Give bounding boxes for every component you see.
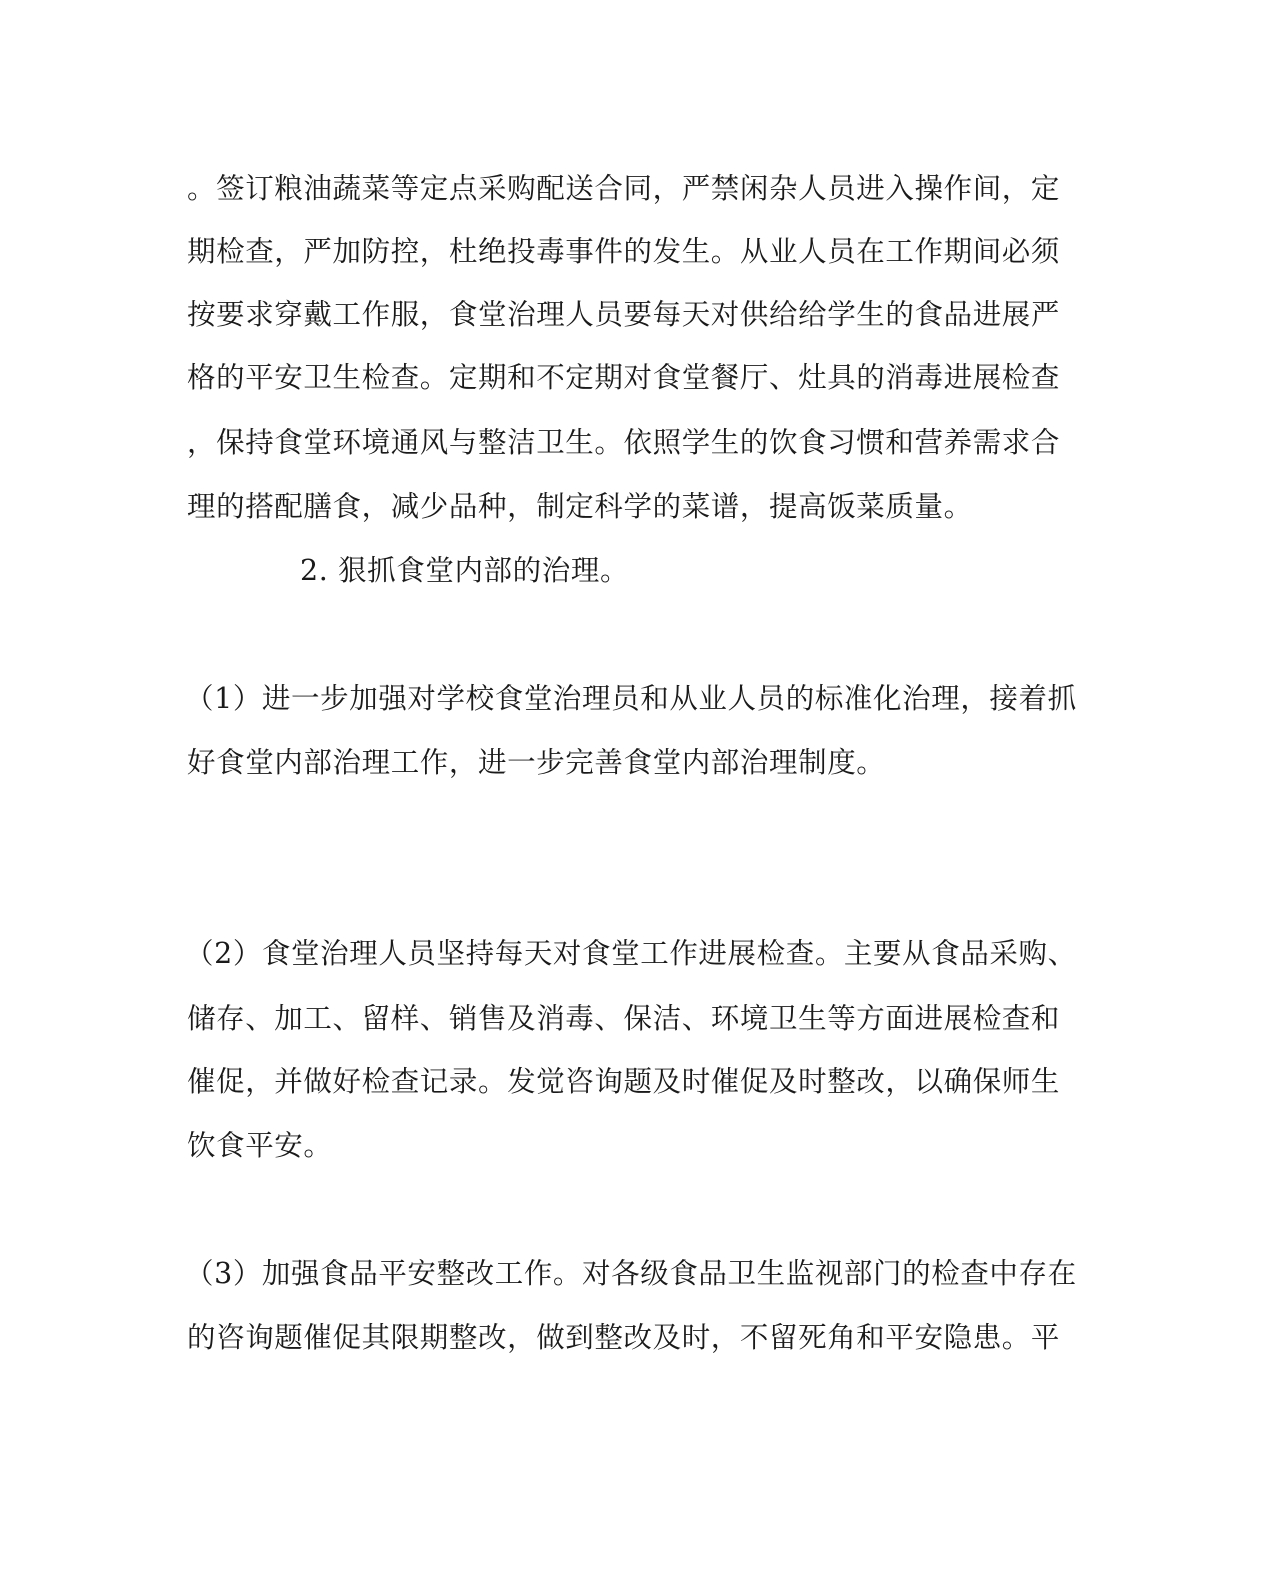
item-2-line-2: 储存、加工、留样、销售及消毒、保洁、环境卫生等方面进展检查和	[187, 1002, 1061, 1035]
text-line-5: ，保持食堂环境通风与整洁卫生。依照学生的饮食习惯和营养需求合	[187, 426, 1061, 459]
item-3-line-2: 的咨询题催促其限期整改，做到整改及时，不留死角和平安隐患。平	[187, 1321, 1061, 1354]
text-line-4: 格的平安卫生检查。定期和不定期对食堂餐厅、灶具的消毒进展检查	[187, 361, 1061, 394]
item-1-line-2: 好食堂内部治理工作，进一步完善食堂内部治理制度。	[187, 746, 886, 779]
item-2-line-4: 饮食平安。	[187, 1129, 333, 1162]
item-3-line-1: （3）加强食品平安整改工作。对各级食品卫生监视部门的检查中存在	[185, 1257, 1077, 1290]
item-2-line-1: （2）食堂治理人员坚持每天对食堂工作进展检查。主要从食品采购、	[185, 937, 1077, 970]
text-line-1: 。签订粮油蔬菜等定点采购配送合同，严禁闲杂人员进入操作间，定	[187, 172, 1061, 205]
section-heading-2: 2. 狠抓食堂内部的治理。	[300, 554, 630, 587]
item-1-line-1: （1）进一步加强对学校食堂治理员和从业人员的标准化治理，接着抓	[185, 682, 1077, 715]
text-line-2: 期检查，严加防控，杜绝投毒事件的发生。从业人员在工作期间必须	[187, 235, 1061, 268]
item-2-line-3: 催促，并做好检查记录。发觉咨询题及时催促及时整改，以确保师生	[187, 1065, 1061, 1098]
text-line-6: 理的搭配膳食，减少品种，制定科学的菜谱，提高饭菜质量。	[187, 490, 973, 523]
text-line-3: 按要求穿戴工作服，食堂治理人员要每天对供给给学生的食品进展严	[187, 298, 1061, 331]
